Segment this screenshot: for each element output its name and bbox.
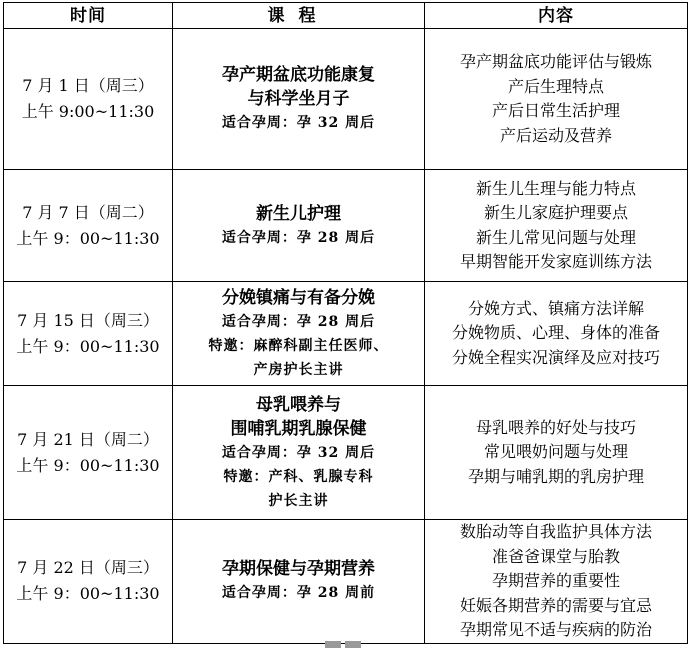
header-time: 时间 [4,3,173,29]
content-item: 早期智能开发家庭训练方法 [459,252,652,271]
content-item: 孕期营养的重要性 [491,571,620,590]
content-item: 孕期常见不适与疾病的防治 [459,620,652,639]
session-time: 上午 9：00~11:30 [16,228,160,248]
header-row [4,3,688,29]
session-date: 7 月 7 日（周二） [22,202,154,222]
course-cell [173,386,425,520]
time-cell [4,170,173,282]
suitable-weeks: 适合孕周：孕 32 周后 [221,115,376,131]
suitable-weeks: 适合孕周：孕 28 周前 [221,585,376,602]
table-row [4,29,688,170]
time-cell [4,520,173,644]
session-time: 上午 9：00~11:30 [16,336,160,356]
suitable-weeks: 适合孕周：孕 28 周后 [221,313,376,330]
bottom-mark [325,641,341,648]
content-item: 新生儿常见问题与处理 [475,227,636,247]
course-title: 分娩镇痛与有备分娩 [222,287,375,308]
course-cell [173,282,425,386]
special-guest: 特邀：麻醉科副主任医师、 [208,337,389,354]
table-row [4,520,688,644]
course-title: 母乳喂养与 [256,394,341,415]
content-item: 准爸爸课堂与胎教 [491,546,620,566]
content-cell [425,386,688,520]
content-item: 分娩全程实况演绎及应对技巧 [451,347,660,367]
course-title: 新生儿护理 [256,203,341,224]
session-time: 上午 9：00~11:30 [16,584,160,604]
content-item: 常见喂奶问题与处理 [483,442,628,462]
content-cell [425,170,688,282]
course-title: 孕期保健与孕期营养 [222,559,375,580]
content-item: 孕期与哺乳期的乳房护理 [467,466,644,486]
table-row [4,170,688,282]
session-date: 7 月 15 日（周三） [17,310,159,330]
content-item: 产后生理特点 [507,76,604,96]
course-cell [173,29,425,170]
content-item: 母乳喂养的好处与技巧 [475,417,636,437]
session-date: 7 月 22 日（周三） [17,558,159,578]
content-item: 产后运动及营养 [499,125,612,145]
session-date: 7 月 1 日（周三） [22,76,154,95]
session-time: 上午 9：00~11:30 [16,455,160,475]
content-cell [425,520,688,644]
content-item: 孕产期盆底功能评估与锻炼 [459,52,652,71]
table-row [4,386,688,520]
course-schedule-table [3,2,688,644]
content-item: 数胎动等自我监护具体方法 [459,522,652,541]
time-cell [4,386,173,520]
content-item: 产后日常生活护理 [491,101,620,120]
course-title: 围哺乳期乳腺保健 [230,418,367,439]
content-item: 妊娠各期营养的需要与宜忌 [459,595,652,615]
special-guest: 护长主讲 [268,492,329,509]
content-item: 新生儿家庭护理要点 [483,203,628,222]
content-item: 新生儿生理与能力特点 [475,178,636,198]
content-item: 分娩方式、镇痛方法详解 [467,298,644,318]
table-row [4,282,688,386]
session-time: 上午 9:00~11:30 [21,102,155,121]
header-course: 课程 [173,3,425,29]
bottom-decoration [325,641,365,648]
course-cell [173,170,425,282]
content-cell [425,29,688,170]
header-content: 内容 [425,3,688,29]
course-title: 孕产期盆底功能康复 [222,65,375,85]
content-item: 分娩物质、心理、身体的准备 [451,323,660,343]
course-title: 与科学坐月子 [247,89,350,109]
suitable-weeks: 适合孕周：孕 28 周后 [221,229,376,246]
time-cell [4,282,173,386]
course-cell [173,520,425,644]
time-cell [4,29,173,170]
session-date: 7 月 21 日（周二） [17,429,159,449]
special-guest: 特邀：产科、乳腺专科 [223,468,374,485]
content-cell [425,282,688,386]
bottom-mark [345,641,361,648]
suitable-weeks: 适合孕周：孕 32 周后 [221,444,376,461]
special-guest: 产房护长主讲 [253,361,344,378]
